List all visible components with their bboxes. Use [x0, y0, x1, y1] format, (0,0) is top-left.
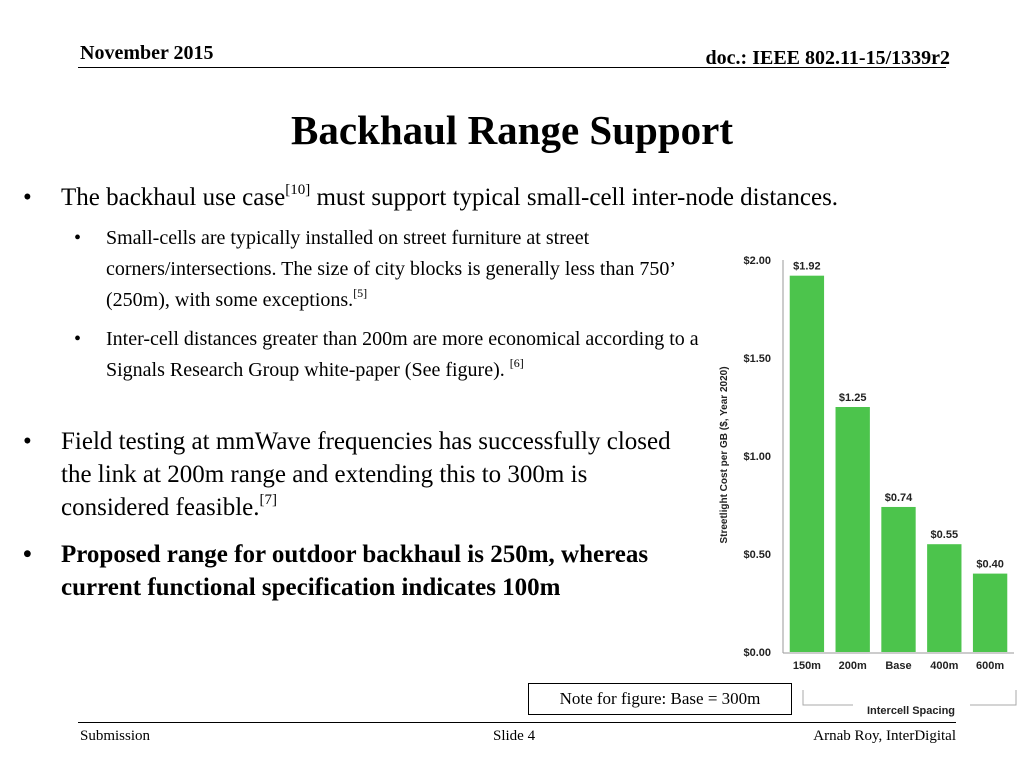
sub-bullet-dot: • — [74, 328, 82, 350]
sub-bullet-2-text: Inter-cell distances greater than 200m are more economical according to a Signals Research Group white-paper (See figure). — [106, 328, 699, 381]
footer-rule — [78, 722, 956, 723]
header-doc-id: doc.: IEEE 802.11-15/1339r2 — [705, 47, 950, 69]
sub-bullet-2-ref: [6] — [509, 356, 524, 371]
x-tick-label: 400m — [930, 660, 959, 672]
x-tick-label: 200m — [838, 660, 867, 672]
footer-submission: Submission — [80, 728, 151, 744]
y-tick-label: $2.00 — [743, 255, 771, 267]
bar-200m — [836, 407, 870, 652]
x-tick-label: 150m — [792, 660, 821, 672]
sub-bullet-1-ref: [5] — [353, 286, 368, 301]
x-tick-label: Base — [885, 660, 912, 672]
bar-Base — [881, 507, 915, 652]
x-axis-title: Intercell Spacing — [866, 705, 956, 717]
y-tick-label: $0.00 — [743, 647, 771, 659]
footer-slide-number: Slide 4 — [493, 728, 536, 744]
bullet-2-text: Field testing at mmWave frequencies has successfully closed the link at 200m range and extending this to 300m is considered feasible. — [61, 428, 671, 521]
bullet-1-text-end: must support typical small-cell inter-node distances. — [310, 184, 839, 211]
x-title-bracket-left — [803, 690, 853, 705]
y-tick-label: $0.50 — [743, 549, 771, 561]
bullet-2-ref: [7] — [259, 492, 278, 509]
y-axis-title: Streetlight Cost per GB ($, Year 2020) — [719, 366, 730, 544]
bar-600m — [973, 574, 1007, 652]
slide-title: Backhaul Range Support — [290, 107, 733, 153]
y-tick-label: $1.50 — [743, 353, 771, 365]
y-tick-label: $1.00 — [743, 451, 771, 463]
data-label: $0.40 — [976, 558, 1004, 571]
header-date: November 2015 — [80, 42, 214, 64]
x-title-bracket-right — [970, 690, 1016, 705]
bullet-dot: • — [23, 541, 32, 568]
bullet-1-text: The backhaul use case — [61, 184, 286, 211]
sub-bullet-dot: • — [74, 227, 82, 249]
bullet-dot: • — [23, 428, 32, 455]
bullet-1-ref: [10] — [285, 182, 311, 199]
data-label: $1.25 — [838, 392, 867, 404]
data-label: $0.74 — [884, 491, 913, 504]
bar-150m — [790, 276, 824, 652]
bullet-3-text: Proposed range for outdoor backhaul is 250m, whereas current functional specification indicates 100m — [61, 541, 649, 601]
figure-note: Note for figure: Base = 300m — [528, 683, 792, 715]
footer-author: Arnab Roy, InterDigital — [813, 728, 956, 744]
bar-400m — [927, 544, 961, 652]
sub-bullet-1-text: Small-cells are typically installed on street furniture at street corners/intersections. The size of city blocks is generally less than 750’ (250m), with some exceptions. — [106, 227, 675, 311]
bullet-dot: • — [23, 184, 32, 211]
data-label: $1.92 — [793, 260, 821, 273]
data-label: $0.55 — [930, 529, 959, 542]
x-tick-label: 600m — [976, 660, 1005, 672]
